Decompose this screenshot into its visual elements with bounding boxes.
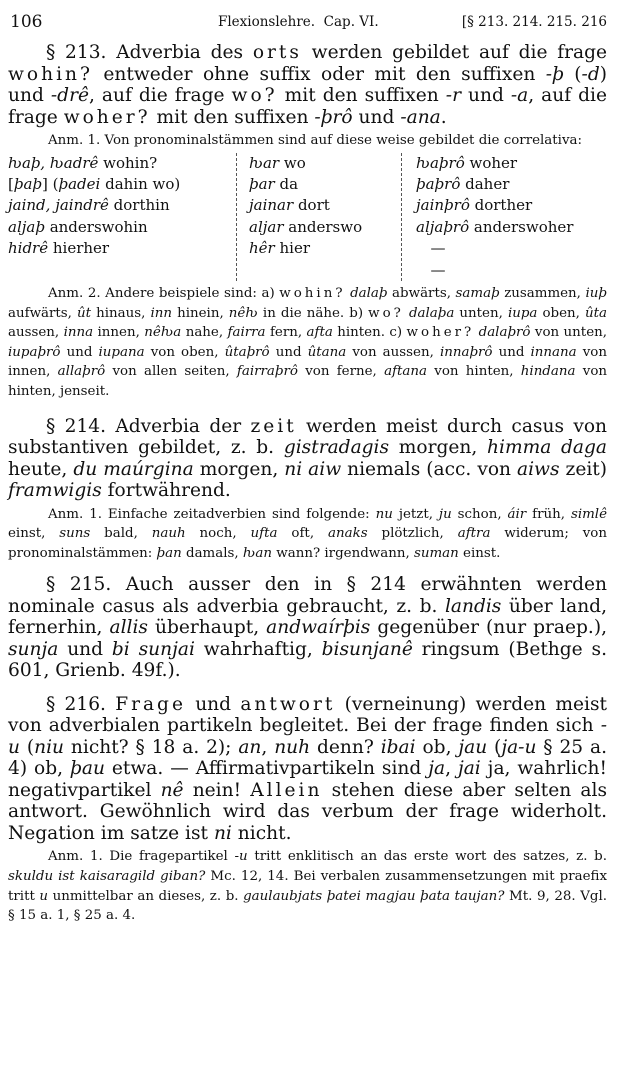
- text-run: morgen,: [193, 458, 285, 480]
- text-run: und: [492, 344, 531, 360]
- gothic-word: fairraþrô: [236, 364, 298, 380]
- gothic-word: þadei: [58, 175, 101, 193]
- spaced-word: wo?: [231, 85, 278, 106]
- gothic-word: aftra: [457, 526, 491, 542]
- section-216: [8, 694, 607, 845]
- text-run: anderswohin: [44, 217, 148, 236]
- running-header: [8, 0, 607, 30]
- text-run: dahin wo): [100, 175, 181, 193]
- gothic-word: innaþrô: [439, 344, 493, 360]
- text-run: hinein,: [172, 305, 229, 321]
- spaced-word: wohin?: [8, 63, 93, 85]
- text-run: von unten,: [530, 325, 607, 341]
- text-run: ,: [445, 758, 458, 780]
- text-run: hier: [274, 239, 310, 258]
- text-run: zeit): [559, 458, 607, 480]
- gothic-word: aftana: [384, 364, 427, 380]
- text-run: schon,: [451, 506, 508, 522]
- text-run: von aussen,: [346, 344, 440, 360]
- text-run: § 25 a. 4) ob,: [8, 736, 608, 780]
- gothic-word: þau: [69, 758, 105, 780]
- spaced-word: woher?: [63, 106, 151, 128]
- gothic-word: landis: [444, 595, 502, 617]
- text-run: von ferne,: [297, 364, 385, 380]
- text-run: über land, fernerhin,: [8, 595, 607, 639]
- text-run: (: [487, 736, 502, 758]
- gothic-word: ƕaþrô: [416, 153, 465, 172]
- text-run: und: [269, 344, 308, 360]
- text-run: zusammen,: [499, 286, 586, 302]
- text-run: (: [19, 736, 35, 758]
- gothic-word: -a: [510, 85, 529, 106]
- gothic-word: framwigis: [8, 480, 102, 502]
- gothic-word: nêƕa: [144, 325, 182, 341]
- gothic-word: inn: [150, 305, 172, 321]
- text-run: dorthin: [108, 196, 170, 215]
- gothic-word: jaind, jaindrê: [8, 196, 109, 215]
- text-run: (verneinung) werden meist von adverbialen partikeln begleitet. Bei der frage finden sich: [8, 693, 607, 737]
- text-run: [: [8, 175, 14, 193]
- gothic-word: þar: [249, 175, 275, 193]
- text-run: wahrhaftig,: [194, 638, 322, 660]
- correlativa-row: [416, 174, 573, 195]
- gothic-word: -u: [8, 715, 607, 758]
- gothic-word: aljaþ: [8, 217, 45, 236]
- correlativa-row: [8, 217, 236, 238]
- text-run: nahe,: [181, 325, 228, 341]
- text-run: ja, wahrlich! negativpartikel: [8, 758, 607, 801]
- gothic-word: aljar: [249, 217, 284, 236]
- gothic-word: du maúrgina: [73, 458, 194, 480]
- text-run: von hinten,: [427, 364, 521, 380]
- text-run: nicht? § 18 a. 2);: [64, 736, 239, 758]
- gothic-word: suman: [413, 545, 459, 561]
- spaced-word: woher?: [406, 325, 475, 341]
- text-run: gegenüber (nur praep.),: [370, 617, 607, 639]
- section-213: [8, 42, 607, 128]
- text-run: mit den suffixen: [277, 85, 446, 106]
- gothic-word: gistradagis: [283, 437, 390, 459]
- correlativa-row: [249, 153, 401, 174]
- gothic-word: jai: [457, 758, 481, 780]
- text-run: , auf die frage: [8, 85, 608, 128]
- text-run: werden gebildet auf die frage: [301, 42, 607, 63]
- text-run: hinaus,: [91, 305, 151, 321]
- text-run: § 215. Auch ausser den in § 214 erwähnten werden nominale casus als adverbia gebraucht, z. b.: [8, 574, 607, 617]
- text-run: jetzt,: [392, 506, 439, 522]
- spaced-word: wohin?: [279, 286, 346, 302]
- gothic-word: -drê: [50, 85, 89, 106]
- text-run: wohin?: [98, 153, 158, 172]
- gothic-word: jainþrô: [416, 196, 470, 215]
- gothic-word: ûta: [585, 305, 608, 321]
- gothic-word: -u: [234, 849, 248, 865]
- gothic-word: nê: [160, 779, 184, 801]
- text-run: Mc. 12, 14. Bei verbalen zusammensetzungen mit praefix tritt: [8, 868, 607, 904]
- gothic-word: allaþrô: [57, 364, 106, 380]
- gothic-word: áir: [507, 506, 527, 522]
- text-run: Anm. 1. Von pronominalstämmen sind auf diese weise gebildet die correlativa:: [48, 133, 583, 148]
- text-run: entweder ohne suffix oder mit den suffixen: [92, 63, 546, 85]
- gothic-word: ibai: [380, 736, 416, 758]
- text-run: von innen,: [8, 344, 607, 380]
- gothic-word: hidrê: [8, 239, 49, 258]
- correlativa-row: [8, 174, 236, 195]
- gothic-word: þan: [156, 545, 182, 561]
- text-run: (: [563, 63, 582, 85]
- text-run: ) und: [8, 63, 607, 106]
- text-run: morgen,: [389, 437, 488, 459]
- text-run: fern,: [265, 325, 307, 341]
- gothic-word: ƕaþ, ƕadrê: [8, 153, 99, 172]
- gothic-word: þaþrô: [416, 175, 461, 193]
- section-213-note-1: [8, 131, 607, 151]
- gothic-word: -ana: [400, 106, 441, 128]
- text-run: § 216.: [46, 693, 116, 715]
- gothic-word: suns: [59, 526, 91, 542]
- gothic-word: niu: [34, 736, 65, 758]
- gothic-word: gaulaubjats þatei magjau þata taujan?: [243, 888, 505, 904]
- text-run: Anm. 1. Einfache zeitadverbien sind folgende:: [48, 506, 376, 522]
- text-run: nicht.: [231, 822, 292, 844]
- gothic-word: innana: [530, 344, 577, 360]
- gothic-word: jau: [458, 736, 488, 758]
- text-run: hinten. c): [332, 325, 407, 341]
- running-title: Flexionslehre. Cap. VI.: [218, 14, 379, 30]
- gothic-word: an: [238, 736, 262, 758]
- text-run: und: [352, 106, 401, 128]
- gothic-word: ja: [428, 758, 446, 780]
- text-run: mit den suffixen: [150, 106, 315, 128]
- gothic-word: anaks: [328, 526, 368, 542]
- correlativa-row: [249, 217, 401, 238]
- gothic-word: allis: [109, 617, 148, 639]
- text-run: überhaupt,: [147, 617, 267, 639]
- text-run: daher: [460, 175, 510, 193]
- gothic-word: nu: [375, 506, 393, 522]
- gothic-word: u: [39, 888, 49, 904]
- gothic-word: aiws: [517, 458, 560, 480]
- em-dash: —: [430, 239, 446, 258]
- section-213-note-2: [8, 284, 607, 402]
- correlativa-row: [249, 238, 401, 259]
- gothic-word: himma daga: [487, 437, 607, 459]
- text-run: etwa. — Affirmativpartikeln sind: [104, 758, 429, 780]
- gothic-word: ût: [77, 305, 92, 321]
- text-run: aufwärts,: [8, 305, 78, 321]
- spaced-word: orts: [252, 42, 302, 63]
- correlativa-row: [8, 195, 236, 216]
- gothic-word: -d: [581, 63, 600, 85]
- page-number: 106: [10, 12, 43, 32]
- correlativa-row: [416, 195, 573, 216]
- gothic-word: hêr: [249, 239, 275, 258]
- correlativa-row: [249, 174, 401, 195]
- text-run: früh,: [526, 506, 571, 522]
- gothic-word: aljaþrô: [416, 217, 470, 236]
- text-run: innen,: [93, 325, 145, 341]
- correlativa-column-wohin: [8, 153, 236, 281]
- book-page: [8, 0, 607, 926]
- correlativa-row: [8, 238, 236, 259]
- text-run: Anm. 1. Die fragepartikel: [48, 849, 235, 865]
- text-run: heute,: [8, 458, 74, 480]
- text-run: anderswo: [283, 217, 363, 236]
- text-run: anderswoher: [469, 217, 574, 236]
- spaced-word: antwort: [240, 693, 336, 715]
- text-run: , auf die frage: [88, 85, 232, 106]
- text-run: ob,: [415, 736, 459, 758]
- correlativa-row: [416, 153, 573, 174]
- gothic-word: ûtana: [307, 344, 347, 360]
- text-run: hierher: [48, 239, 110, 258]
- spaced-word: wo?: [368, 305, 404, 321]
- gothic-word: andwaírþis: [266, 617, 371, 639]
- text-run: woher: [464, 153, 518, 172]
- text-run: damals,: [181, 545, 243, 561]
- text-run: widerum; von pronominalstämmen:: [8, 526, 607, 561]
- gothic-word: skuldu ist kaisaragild giban?: [8, 868, 206, 884]
- text-run: unten,: [454, 305, 508, 321]
- gothic-word: iupana: [98, 344, 145, 360]
- em-dash: —: [430, 260, 446, 279]
- gothic-word: ƕan: [242, 545, 272, 561]
- gothic-word: nauh: [151, 526, 186, 542]
- text-run: einst,: [8, 526, 60, 542]
- text-run: in die nähe. b): [257, 305, 369, 321]
- text-run: ] (: [42, 175, 59, 193]
- section-215: [8, 574, 607, 682]
- gothic-word: ja-u: [501, 736, 537, 758]
- section-216-note-1: [8, 847, 607, 925]
- text-run: abwärts,: [387, 286, 456, 302]
- gothic-word: -r: [445, 85, 461, 106]
- text-run: unmittelbar an dieses, z. b.: [48, 888, 244, 904]
- gothic-word: nuh: [274, 736, 311, 758]
- text-run: .: [440, 106, 447, 128]
- text-run: plötzlich,: [367, 526, 458, 542]
- text-run: ,: [261, 736, 275, 758]
- text-run: denn?: [310, 736, 381, 758]
- text-run: von hinten, jenseit.: [8, 364, 608, 399]
- spaced-word: zeit: [250, 415, 297, 437]
- text-run: bald,: [90, 526, 152, 542]
- text-run: und: [60, 344, 99, 360]
- gothic-word: dalaþa: [408, 305, 455, 321]
- gothic-word: -þrô: [314, 106, 353, 128]
- text-run: stehen diese aber selten als antwort. Gewöhnlich wird das verbum der frage widerholt. Negation im satze ist: [8, 779, 607, 844]
- text-run: und: [58, 638, 112, 660]
- gothic-word: dalaþrô: [478, 325, 531, 341]
- correlativa-row: [249, 195, 401, 216]
- gothic-word: afta: [306, 325, 333, 341]
- text-run: noch,: [185, 526, 251, 542]
- gothic-word: iupa: [507, 305, 538, 321]
- correlativa-row: [8, 153, 236, 174]
- spaced-word: Frage: [115, 693, 186, 715]
- gothic-word: fairra: [227, 325, 266, 341]
- correlativa-table: [8, 153, 607, 281]
- text-run: einst.: [458, 545, 501, 561]
- gothic-word: jainar: [249, 196, 294, 215]
- text-run: Mt. 9, 28. Vgl. § 15 a. 1, § 25 a. 4.: [8, 888, 607, 924]
- gothic-word: samaþ: [455, 286, 500, 302]
- gothic-word: ju: [438, 506, 452, 522]
- text-run: von oben,: [144, 344, 225, 360]
- text-run: wo: [279, 153, 306, 172]
- gothic-word: inna: [63, 325, 94, 341]
- gothic-word: bisunjanê: [321, 638, 413, 660]
- text-run: dorther: [469, 196, 533, 215]
- text-run: und: [460, 85, 511, 106]
- gothic-word: hindana: [520, 364, 576, 380]
- text-run: wann? irgendwann,: [272, 545, 414, 561]
- text-run: tritt enklitisch an das erste wort des satzes, z. b.: [247, 849, 607, 865]
- gothic-word: nêƕ: [228, 305, 258, 321]
- gothic-word: dalaþ: [350, 286, 388, 302]
- gothic-word: ƕar: [249, 153, 280, 172]
- text-run: werden meist durch casus von substantiven gebildet, z. b.: [8, 415, 607, 459]
- section-range: [§ 213. 214. 215. 216: [461, 14, 607, 30]
- gothic-word: ûtaþrô: [224, 344, 270, 360]
- section-214-note-1: [8, 505, 607, 564]
- gothic-word: -þ: [545, 63, 564, 85]
- text-run: nein!: [183, 779, 251, 801]
- spaced-word: Allein: [250, 779, 323, 801]
- text-run: oben,: [537, 305, 586, 321]
- text-run: aussen,: [8, 325, 64, 341]
- gothic-word: sunja: [8, 638, 59, 660]
- gothic-word: ni aiw: [284, 458, 342, 480]
- gothic-word: iupaþrô: [8, 344, 61, 360]
- text-run: § 213. Adverbia des: [46, 42, 253, 63]
- text-run: § 214. Adverbia der: [46, 415, 251, 437]
- section-214: [8, 416, 607, 502]
- correlativa-column-woher: [401, 153, 573, 281]
- text-run: dort: [293, 196, 330, 215]
- text-run: niemals (acc. von: [341, 458, 518, 480]
- correlativa-empty-row: [416, 238, 566, 281]
- text-run: oft,: [277, 526, 328, 542]
- gothic-word: ni: [213, 822, 232, 844]
- gothic-word: iuþ: [585, 286, 607, 302]
- text-run: fortwährend.: [101, 480, 231, 502]
- text-run: ringsum (Bethge s. 601, Grienb. 49f.).: [8, 638, 607, 682]
- gothic-word: bi sunjai: [111, 638, 195, 660]
- gothic-word: simlê: [570, 506, 608, 522]
- text-run: und: [185, 693, 241, 715]
- text-run: von allen seiten,: [105, 364, 237, 380]
- text-run: da: [274, 175, 299, 193]
- gothic-word: þaþ: [13, 175, 43, 193]
- correlativa-column-wo: [236, 153, 401, 281]
- text-run: Anm. 2. Andere beispiele sind: a): [48, 286, 280, 302]
- gothic-word: ufta: [250, 526, 278, 542]
- correlativa-row: [416, 217, 573, 238]
